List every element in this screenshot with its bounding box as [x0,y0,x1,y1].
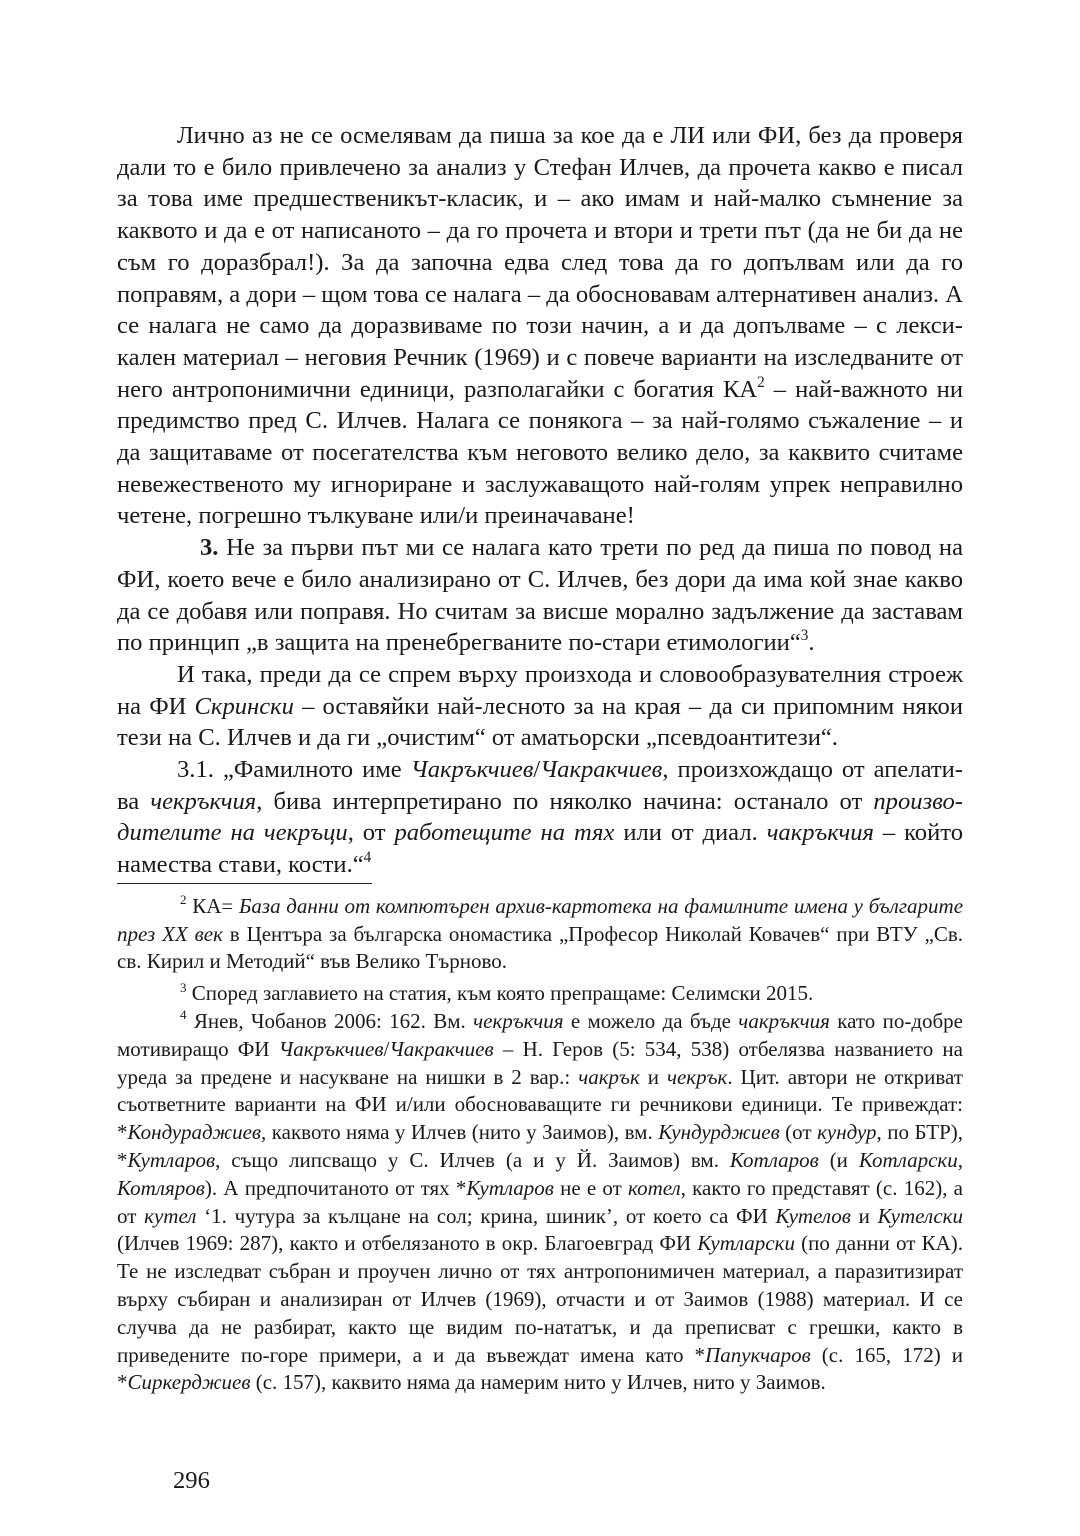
text: – Н. Геров (5: 534, 538) отбелязва названието на уреда за предене и насукване на нишки в 2 вар.: [117,1036,963,1089]
italic-term: База данни от компютърен архив-картотека на фамилните имена у българите през XX век [117,893,964,946]
text: като по-добре мотивиращо ФИ [117,1009,964,1061]
footnote-ref-4[interactable]: 4 [363,849,372,867]
italic-term: чекръкчия [473,1009,564,1034]
text: , също липсващо у С. Илчев (а и у Й. Заимов) вм. [215,1148,730,1173]
text: в Центъра за българска ономастика „Професор Николай Ковачев“ при ВТУ „Св. св. Кирил и Методий“ във Велико Търново. [117,921,963,974]
footnote-number: 4 [180,1007,187,1023]
italic-term: Кутларов [127,1148,216,1173]
footnote-number: 3 [180,979,187,995]
italic-term: чакръкчия [766,819,874,847]
italic-term: Кутларов [466,1175,554,1200]
footnote-ref-2[interactable]: 2 [757,373,765,391]
text: Не за първи път ми се налага като трети по ред да пиша по повод на ФИ, което вече е било анализирано от С. Илчев, без дори да има кой знае какво да се добавя или поправя. Но считам за висше морално задължение да заставам по принцип „в защита на пренебрегваните по-стари етимологии“ [117,534,963,657]
text: – който намества стави, кости.“ [117,819,963,879]
italic-term: Кутларски [697,1231,795,1256]
paragraph-2 [117,532,963,659]
italic-term: Чакракчиев [389,1036,494,1061]
italic-term: Сиркерджиев [127,1370,251,1395]
text: , както го представят (с. 162), а от [117,1175,963,1228]
italic-term: Чакръкчиев [410,756,534,784]
italic-term: Скрински [194,692,294,720]
italic-term: кутел [144,1203,197,1228]
italic-term: котел [628,1175,681,1200]
italic-term: Кондураджиев [127,1120,262,1145]
text: (с. 165, 172) и * [117,1342,964,1395]
italic-term: кундур [817,1120,877,1145]
italic-term: Чакракчиев [540,756,663,784]
text: , [957,1148,963,1173]
italic-term: Кутелов [775,1203,851,1228]
italic-term: произво-дителите на чекръци [117,787,963,847]
italic-term: Чакръкчиев [278,1036,384,1061]
page-body [117,120,963,1397]
text: / [533,756,541,784]
text: КА= [186,893,239,918]
footnote-2 [117,893,963,976]
text: (от [779,1120,818,1145]
page-number: 296 [173,1467,210,1494]
text: . [808,629,815,657]
text: 3.1. „Фамилното име [177,756,411,784]
text: (и [818,1148,859,1173]
paragraph-4 [117,754,963,881]
text: или от диал. [614,819,767,847]
text: не е от [553,1175,629,1200]
footnote-4 [117,1008,963,1397]
footnote-separator [117,883,372,884]
italic-term: Котляров [117,1175,205,1200]
paragraph-3 [117,659,963,754]
text: и [639,1064,667,1089]
section-number: 3. [200,534,219,562]
text: – оставяйки най-лесното за на края – да си припомним някои тези на С. Илчев и да ги „очистим“ от аматьорски „псевдоантитези“. [117,692,963,752]
italic-term: Котларов [729,1148,819,1173]
text: , бива интерпретирано по няколко начина: останало от [256,787,874,815]
footnote-ref-3[interactable]: 3 [800,627,809,645]
italic-term: Котларски [858,1148,958,1173]
italic-term: Кундурджиев [658,1120,780,1145]
paragraph-1 [117,120,963,532]
italic-term: Кутелски [877,1203,964,1228]
text: (с. 157), каквито няма да намерим нито у Илчев, нито у Заимов. [250,1370,826,1395]
footnote-number: 2 [180,892,187,908]
text: (Илчев 1969: 287), както и отбелязаното в окр. Благоевград ФИ [117,1231,698,1256]
italic-term: чекръкчия [150,787,257,815]
text: (по данни от КА). Те не изследват събран и проучен лично от тях антропонимичен материал, а паразитизират върху събиран и анализиран от Илчев (1969), отчасти и от Заимов (1988) материал. И се случва да не разбират, както ще видим по-нататък, и да преписват с грешки, както в приведените по-горе примери, а и да въвеждат имена като * [117,1231,963,1367]
text: ‘1. чутура за кълцане на сол; крина, шиник’, от което са ФИ [196,1203,776,1228]
italic-term: чакръкчия [738,1009,830,1034]
text: е можело да бъде [563,1009,739,1034]
text: , по БТР), * [117,1120,963,1173]
text: . Цит. автори не откриват съответните варианти на ФИ и/или обосноваващите ги речникови единици. Те привеждат: * [117,1064,963,1145]
italic-term: Папукчаров [705,1342,811,1367]
text: Според заглавието на статия, към която препращаме: Селимски 2015. [186,981,814,1006]
text: ). А предпочитаното от тях * [204,1175,467,1200]
italic-term: работещите на тях [394,819,615,847]
text: / [383,1036,390,1061]
text: , от [347,819,395,847]
text: Янев, Чобанов 2006: 162. Вм. [186,1009,474,1034]
text: и [850,1203,878,1228]
italic-term: чакрък [578,1064,640,1089]
text: И така, преди да се спрем върху произхода и словообразувателния строеж на ФИ [117,660,963,720]
text: , произхождащо от апелати-ва [117,756,963,815]
text: , каквото няма у Илчев (нито у Заимов), вм. [261,1120,659,1145]
footnote-3 [117,980,963,1008]
text: – най-важното ни предимство пред С. Илчев. Налага се понякога – за най-голямо съжаление – и да защитаваме от посегателства към неговото велико дело, за каквито считаме невежественото му игнориране и заслужаващото най-голям упрек неправилно четене, погрешно тълкуване или/и преиначаване! [117,375,963,530]
italic-term: чекрък [666,1064,728,1089]
text: Лично аз не се осмелявам да пиша за кое да е ЛИ или ФИ, без да проверя дали то е било привлечено за анализ у Стефан Илчев, да прочета какво е писал за това име предшественикът-класик, и – ако имам и най-малко съмнение за каквото и да е от написаното – да го прочета и втори и трети път (да не би да не съм го доразбрал!). За да започна едва след това да го допълвам или да го поправям, а дори – щом това се налага – да обосновавам алтернативен анализ. А се налага не само да доразвиваме по този начин, а и да допълваме – с лекси-кален материал – неговия Речник (1969) и с повече варианти на изследваните от него антропонимични единици, разполагайки с богатия КА [117,122,963,403]
